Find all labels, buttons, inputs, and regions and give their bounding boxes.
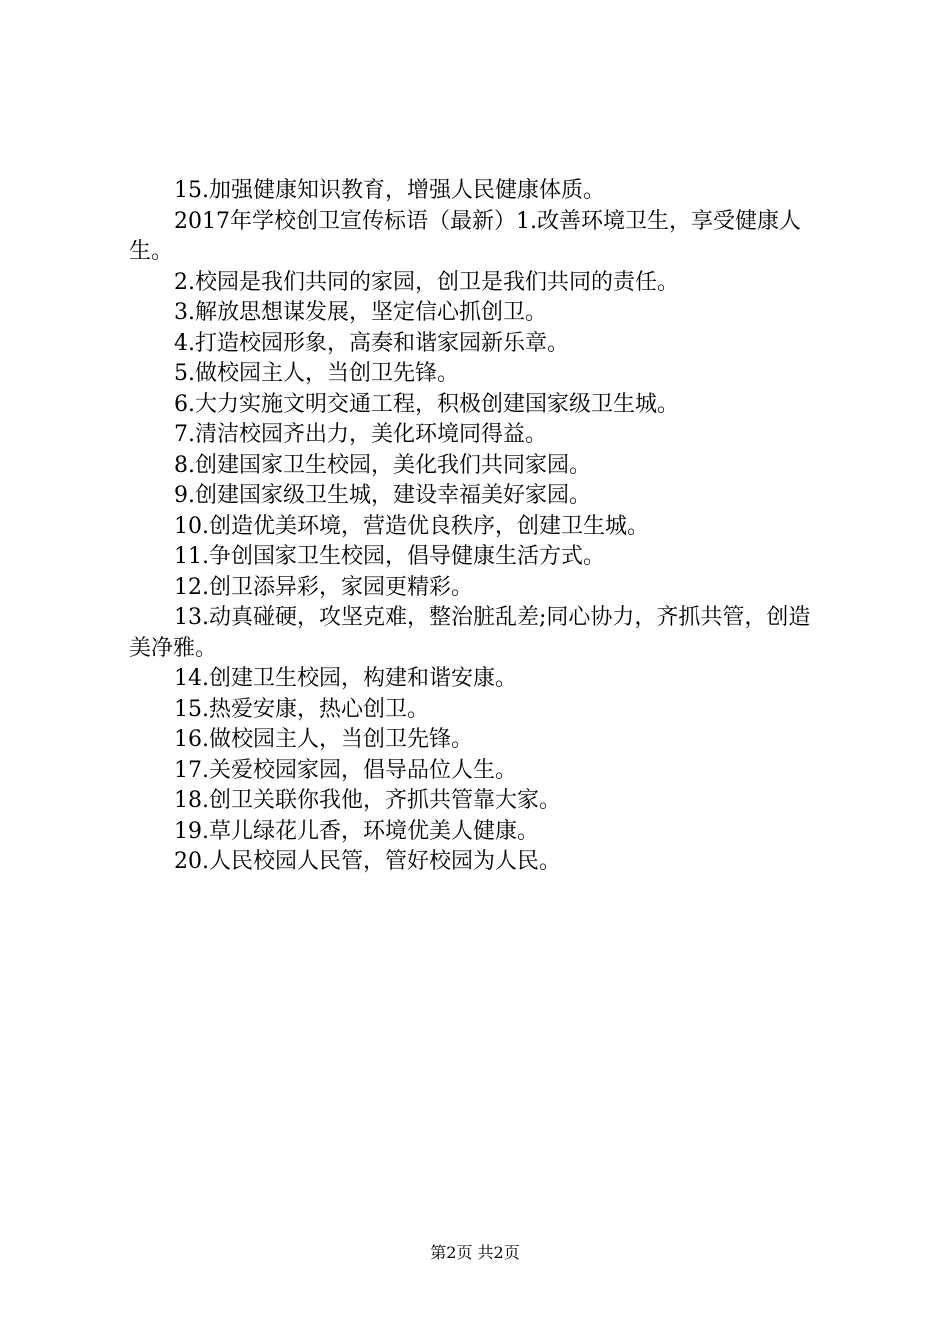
paragraph-4: 3.解放思想谋发展，坚定信心抓创卫。	[174, 300, 547, 325]
paragraph-1: 15.加强健康知识教育，增强人民健康体质。	[174, 178, 605, 203]
paragraph-5: 4.打造校园形象，高奏和谐家园新乐章。	[174, 330, 569, 356]
paragraph-11: 10.创造优美环境，营造优良秩序，创建卫生城。	[174, 513, 649, 539]
paragraph-9: 8.创建国家卫生校园，美化我们共同家园。	[174, 452, 591, 478]
page-number-label: 第2页 共2页	[430, 1243, 520, 1262]
page-footer	[0, 1243, 950, 1263]
paragraph-15: 14.创建卫生校园，构建和谐安康。	[174, 666, 517, 691]
paragraph-6: 5.做校园主人，当创卫先锋。	[174, 361, 459, 386]
paragraph-17: 16.做校园主人，当创卫先锋。	[174, 727, 473, 752]
document-body	[129, 176, 829, 878]
paragraph-19: 18.创卫关联你我他，齐抓共管靠大家。	[174, 788, 561, 813]
paragraph-12: 11.争创国家卫生校园，倡导健康生活方式。	[174, 544, 605, 569]
paragraph-21: 20.人民校园人民管，管好校园为人民。	[174, 849, 561, 874]
paragraph-3: 2.校园是我们共同的家园，创卫是我们共同的责任。	[174, 269, 679, 295]
paragraph-18: 17.关爱校园家园，倡导品位人生。	[174, 757, 517, 783]
paragraph-10: 9.创建国家级卫生城，建设幸福美好家园。	[174, 483, 591, 508]
paragraph-14: 13.动真碰硬，攻坚克难，整治脏乱差;同心协力，齐抓共管，创造美净雅。	[129, 605, 811, 661]
paragraph-8: 7.清洁校园齐出力，美化环境同得益。	[174, 422, 547, 447]
paragraph-13: 12.创卫添异彩，家园更精彩。	[174, 574, 473, 600]
paragraph-2: 2017年学校创卫宣传标语（最新）1.改善环境卫生，享受健康人生。	[129, 208, 801, 264]
paragraph-20: 19.草儿绿花儿香，环境优美人健康。	[174, 818, 539, 844]
paragraph-16: 15.热爱安康，热心创卫。	[174, 696, 429, 722]
paragraph-7: 6.大力实施文明交通工程，积极创建国家级卫生城。	[174, 391, 679, 417]
